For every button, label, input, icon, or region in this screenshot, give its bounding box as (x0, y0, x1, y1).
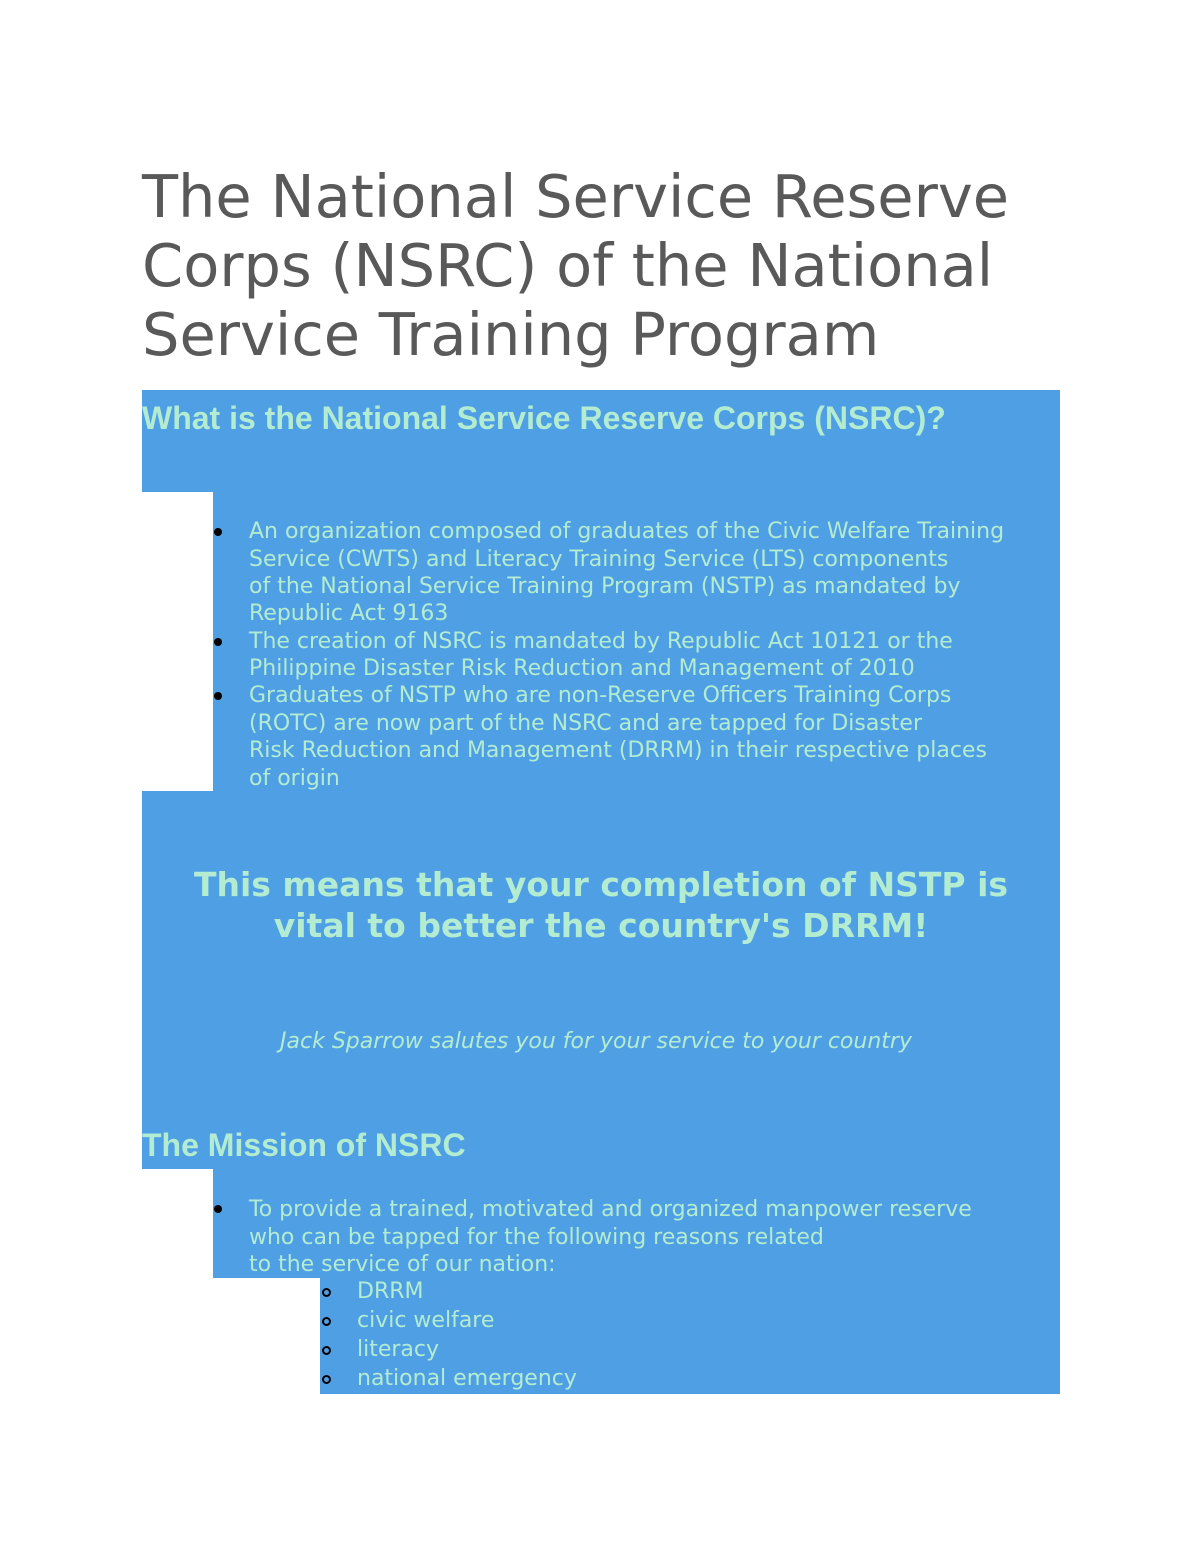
list-item-line: of origin (249, 766, 340, 791)
list-item-line: The creation of NSRC is mandated by Republic Act 10121 or the (249, 629, 953, 654)
list-item-line: to the service of our nation: (249, 1252, 556, 1277)
bullet-dot (214, 528, 222, 536)
sub-list-item: national emergency (357, 1366, 577, 1391)
list-item-line: Service (CWTS) and Literacy Training Service (LTS) components (249, 547, 949, 572)
sub-bullet-ring (322, 1346, 331, 1355)
list-item-line: Republic Act 9163 (249, 601, 449, 626)
sub-bullet-ring (322, 1317, 331, 1326)
sub-bullet-ring (322, 1288, 331, 1297)
bullet-dot (214, 1205, 222, 1213)
list-item-line: An organization composed of graduates of the Civic Welfare Training (249, 519, 1005, 544)
sub-list-item: civic welfare (357, 1308, 495, 1333)
list-item-line: Risk Reduction and Management (DRRM) in their respective places (249, 738, 987, 763)
highlight-callout-block (142, 791, 1060, 1169)
list-item-line: To provide a trained, motivated and organized manpower reserve (249, 1197, 972, 1222)
list-item-line: Philippine Disaster Risk Reduction and Management of 2010 (249, 656, 915, 681)
caption-jack-sparrow: Jack Sparrow salutes you for your service to your country (280, 1029, 912, 1054)
section-heading-what-is-nsrc: What is the National Service Reserve Corps (NSRC)? (142, 400, 946, 436)
callout-line-1: This means that your completion of NSTP is (193, 865, 1009, 904)
sub-list-item: DRRM (357, 1279, 424, 1304)
page-title: The National Service Reserve Corps (NSRC) of the National Service Training Program (142, 162, 1010, 369)
list-item-line: who can be tapped for the following reasons related (249, 1225, 824, 1250)
sub-list-item: literacy (357, 1337, 440, 1362)
section-heading-mission: The Mission of NSRC (142, 1127, 466, 1163)
list-item-line: (ROTC) are now part of the NSRC and are tapped for Disaster (249, 711, 922, 736)
list-item-line: of the National Service Training Program (NSTP) as mandated by (249, 574, 961, 599)
callout-line-2: vital to better the country's DRRM! (273, 906, 929, 945)
sub-bullet-ring (322, 1375, 331, 1384)
bullet-dot (214, 638, 222, 646)
bullet-dot (214, 692, 222, 700)
list-item-line: Graduates of NSTP who are non-Reserve Officers Training Corps (249, 683, 952, 708)
